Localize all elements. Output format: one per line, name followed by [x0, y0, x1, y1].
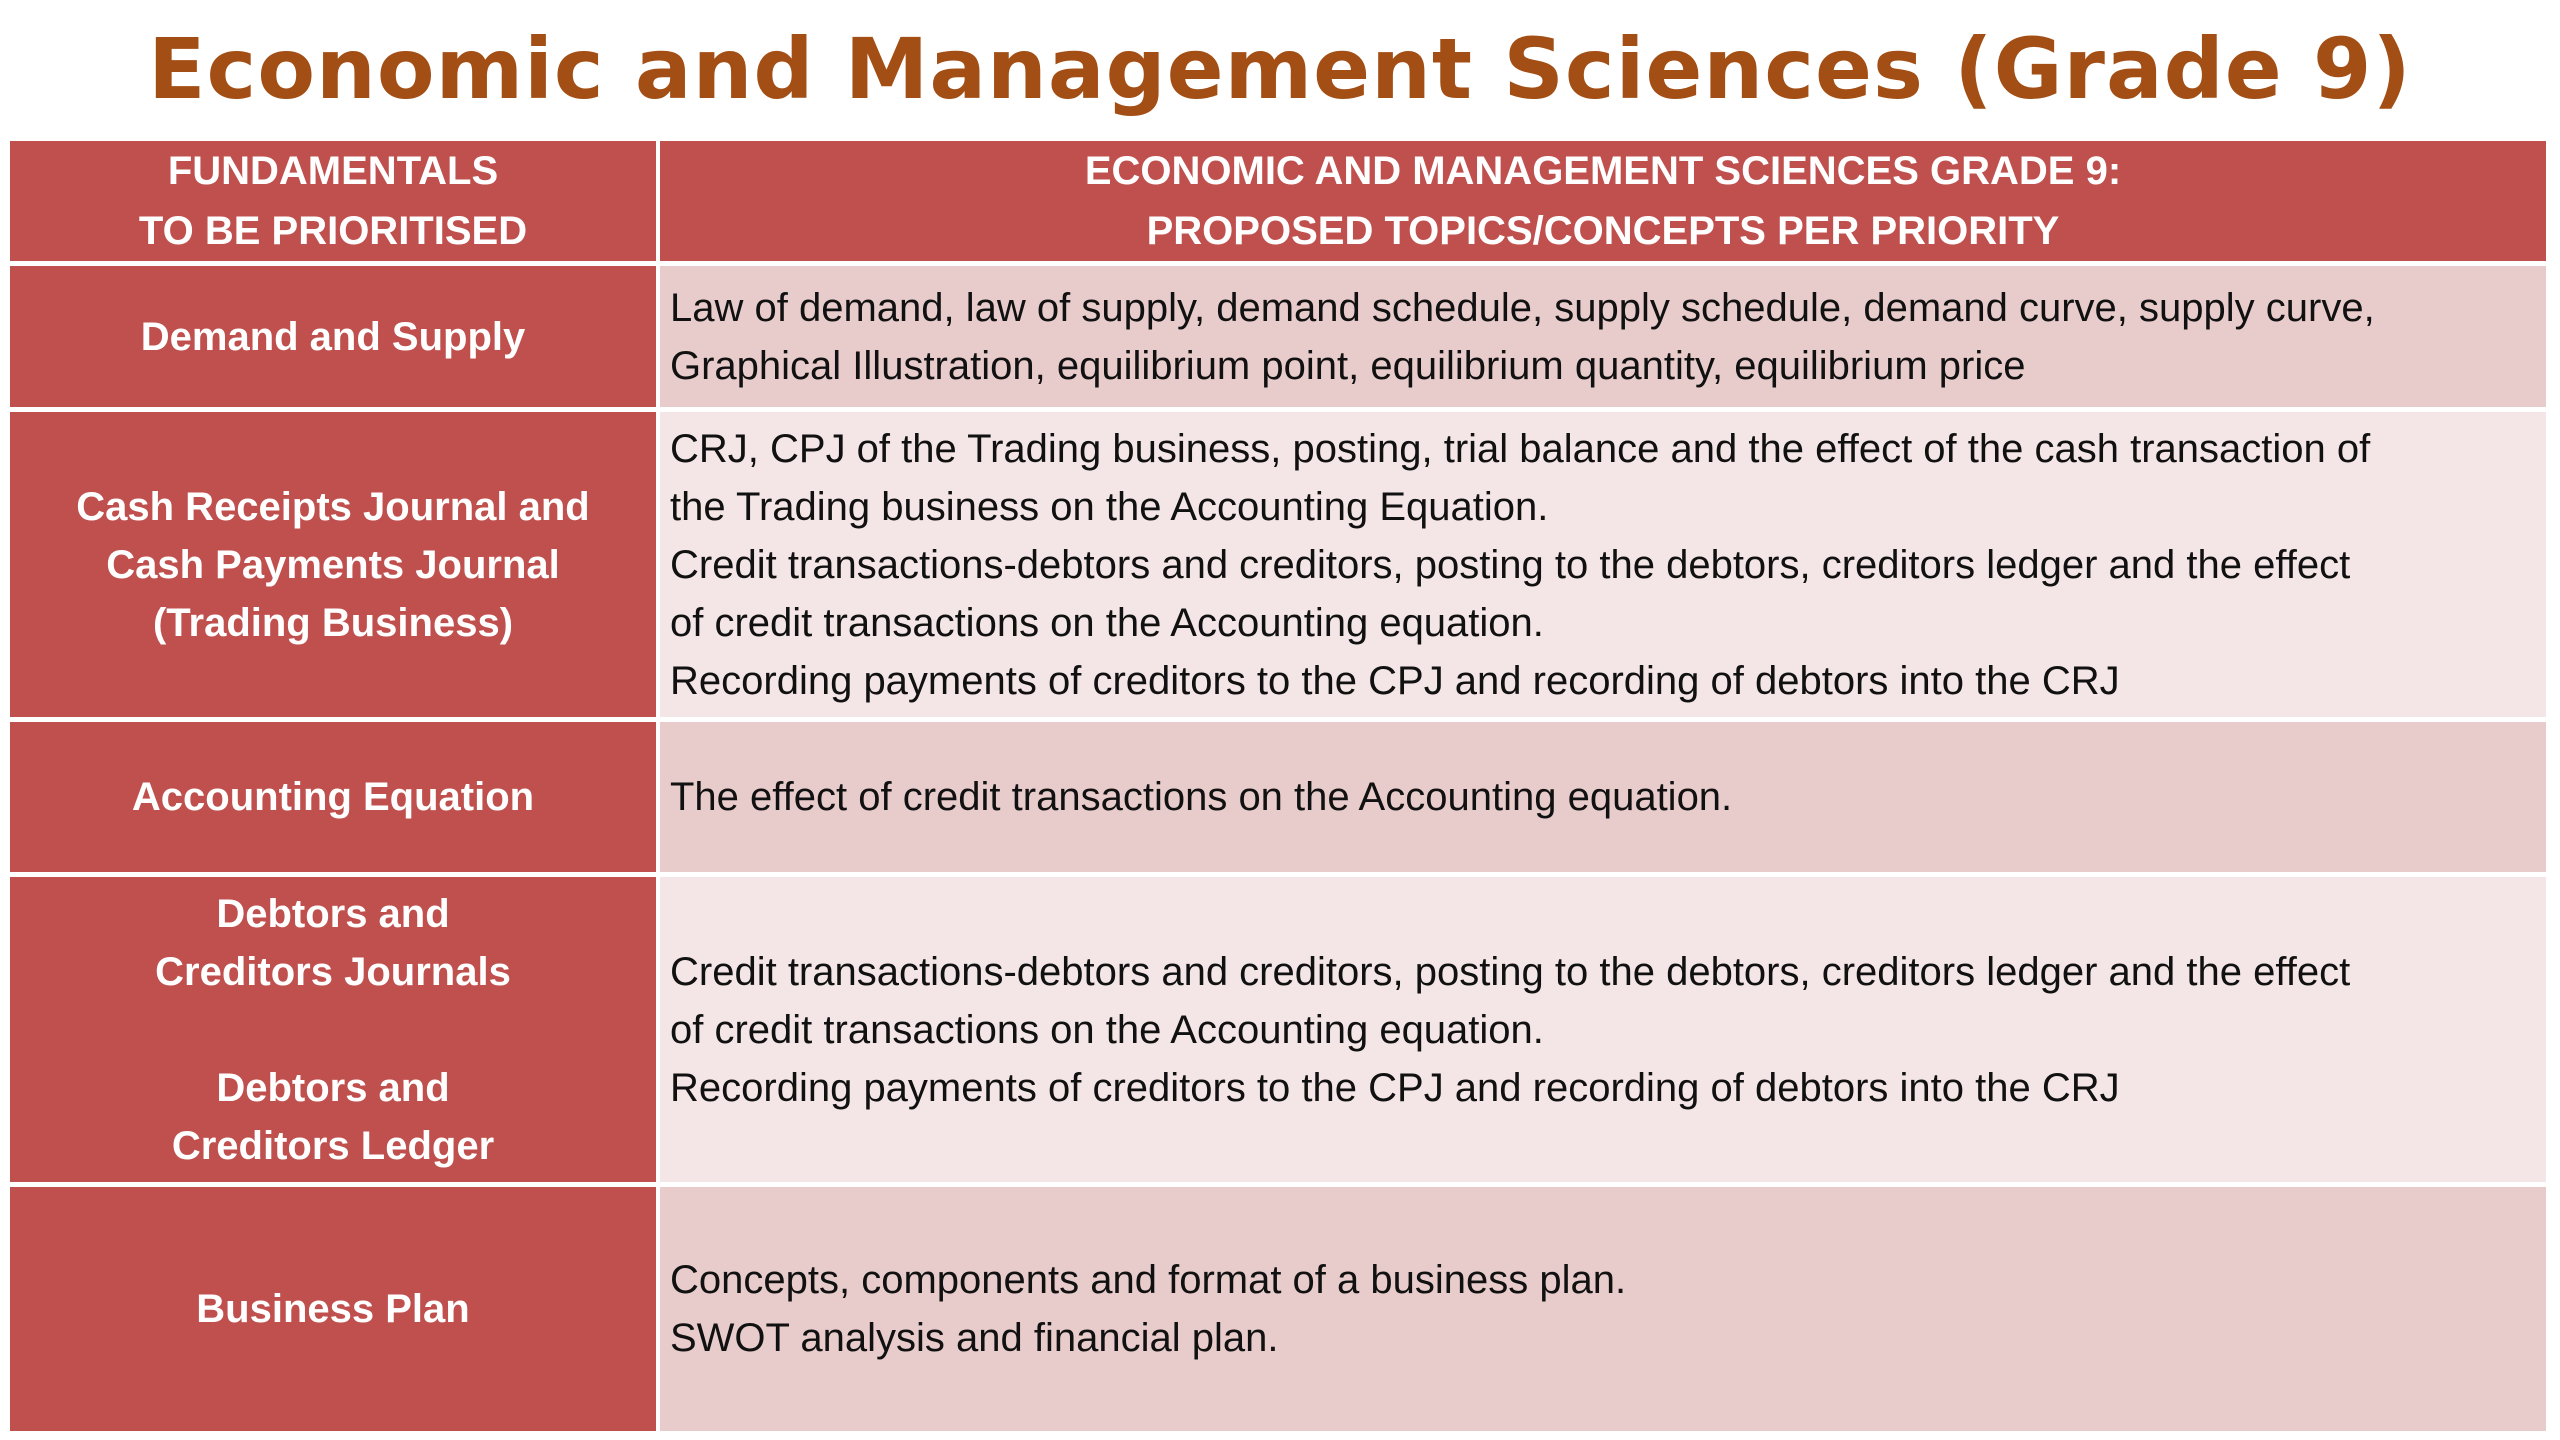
topic-line: of credit transactions on the Accounting equation. [670, 1007, 1544, 1052]
fundamental-cell [10, 877, 660, 1187]
fundamental-line: Creditors Ledger [171, 1123, 495, 1168]
topic-line: Credit transactions-debtors and creditors, posting to the debtors, creditors ledger and the effect [670, 542, 2351, 587]
topics-cell [660, 266, 2550, 412]
fundamental-cell: Demand and Supply [10, 266, 660, 412]
topics-cell [660, 412, 2550, 722]
topic-line: SWOT analysis and financial plan. [670, 1316, 1279, 1360]
header-fundamentals-line1: FUNDAMENTALS [167, 149, 499, 193]
table-row-accounting-equation [10, 722, 2550, 877]
fundamental-line: Debtors and [216, 891, 450, 936]
fundamental-cell: Business Plan [10, 1187, 660, 1436]
topic-line: Credit transactions-debtors and creditors, posting to the debtors, creditors ledger and the effect [670, 949, 2351, 994]
header-fundamentals-line2: TO BE PRIORITISED [138, 209, 528, 253]
table-row-demand-supply [10, 266, 2550, 412]
topic-line: The effect of credit transactions on the Accounting equation. [670, 775, 1733, 819]
table-row-debtors-creditors [10, 877, 2550, 1187]
priorities-table [10, 141, 2550, 1436]
table-row-business-plan [10, 1187, 2550, 1436]
topics-cell [660, 1187, 2550, 1436]
topic-line: Graphical Illustration, equilibrium point, equilibrium quantity, equilibrium price [670, 343, 2026, 388]
header-topics [660, 141, 2550, 266]
table-row-cash-journals [10, 412, 2550, 722]
topic-line: Recording payments of creditors to the CPJ and recording of debtors into the CRJ [670, 658, 2120, 703]
topics-cell [660, 877, 2550, 1187]
topic-line: the Trading business on the Accounting Equation. [670, 484, 1549, 529]
header-topics-line1: ECONOMIC AND MANAGEMENT SCIENCES GRADE 9: [1084, 149, 2122, 193]
header-fundamentals [10, 141, 660, 266]
topic-line: of credit transactions on the Accounting equation. [670, 600, 1544, 645]
topic-line: Recording payments of creditors to the CPJ and recording of debtors into the CRJ [670, 1065, 2120, 1110]
fundamental-cell: Cash Receipts Journal and Cash Payments Journal (Trading Business) [10, 412, 660, 722]
topic-line: Law of demand, law of supply, demand schedule, supply schedule, demand curve, supply curve, [670, 285, 2375, 330]
fundamental-cell: Accounting Equation [10, 722, 660, 877]
topic-line: Concepts, components and format of a business plan. [670, 1258, 1627, 1302]
table-header-row [10, 141, 2550, 266]
topic-line: CRJ, CPJ of the Trading business, posting, trial balance and the effect of the cash transaction of [670, 426, 2371, 471]
spacer [22, 1001, 644, 1059]
slide-title: Economic and Management Sciences (Grade 9) [148, 20, 2412, 118]
fundamental-line: Debtors and [216, 1065, 450, 1110]
header-topics-line2: PROPOSED TOPICS/CONCEPTS PER PRIORITY [1146, 209, 2060, 253]
fundamental-line: Creditors Journals [155, 949, 511, 994]
topics-cell [660, 722, 2550, 877]
